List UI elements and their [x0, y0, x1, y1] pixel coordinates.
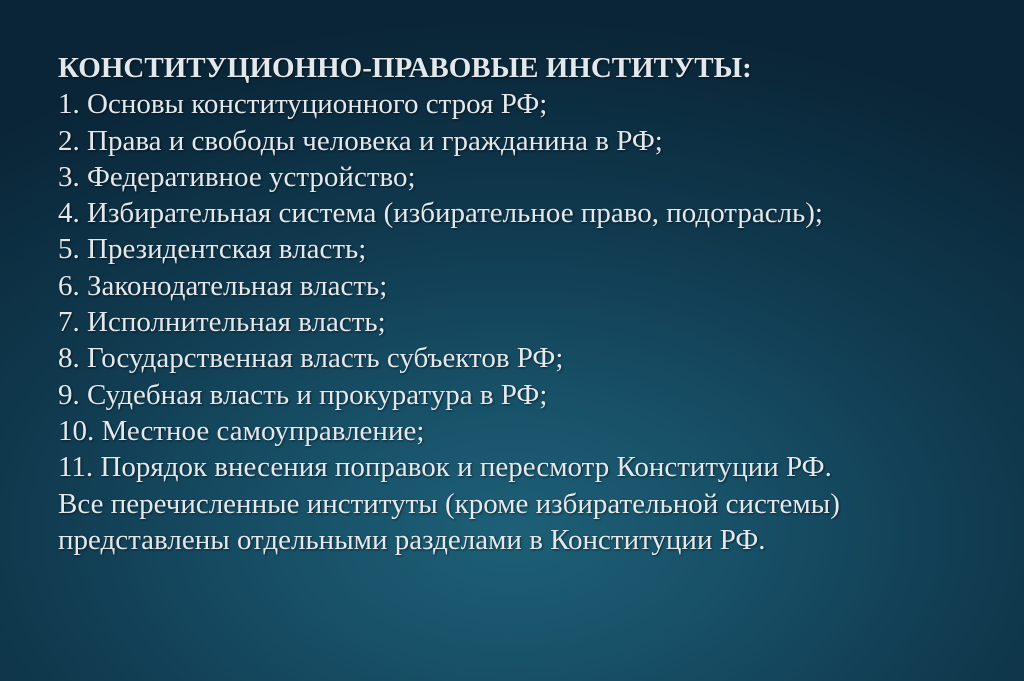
- list-item: 6. Законодательная власть;: [58, 269, 388, 302]
- summary-note: Все перечисленные институты (кроме избирательной системы) представлены отдельными разделами в Конституции РФ.: [58, 487, 840, 556]
- list-item: 11. Порядок внесения поправок и пересмотр Конституции РФ.: [58, 451, 832, 484]
- slide-title: КОНСТИТУЦИОННО-ПРАВОВЫЕ ИНСТИТУТЫ:: [58, 52, 752, 84]
- list-item: 2. Права и свободы человека и гражданина в РФ;: [58, 124, 663, 157]
- list-item: 8. Государственная власть субъектов РФ;: [58, 342, 564, 375]
- list-item: 10. Местное самоуправление;: [58, 414, 425, 447]
- list-item: 4. Избирательная система (избирательное право, подотрасль);: [58, 197, 823, 230]
- slide-content: [58, 50, 998, 558]
- list-item: 7. Исполнительная власть;: [58, 306, 386, 339]
- list-item: 1. Основы конституционного строя РФ;: [58, 88, 548, 121]
- list-item: 5. Президентская власть;: [58, 233, 367, 266]
- list-item: 9. Судебная власть и прокуратура в РФ;: [58, 378, 548, 411]
- list-item: 3. Федеративное устройство;: [58, 160, 416, 193]
